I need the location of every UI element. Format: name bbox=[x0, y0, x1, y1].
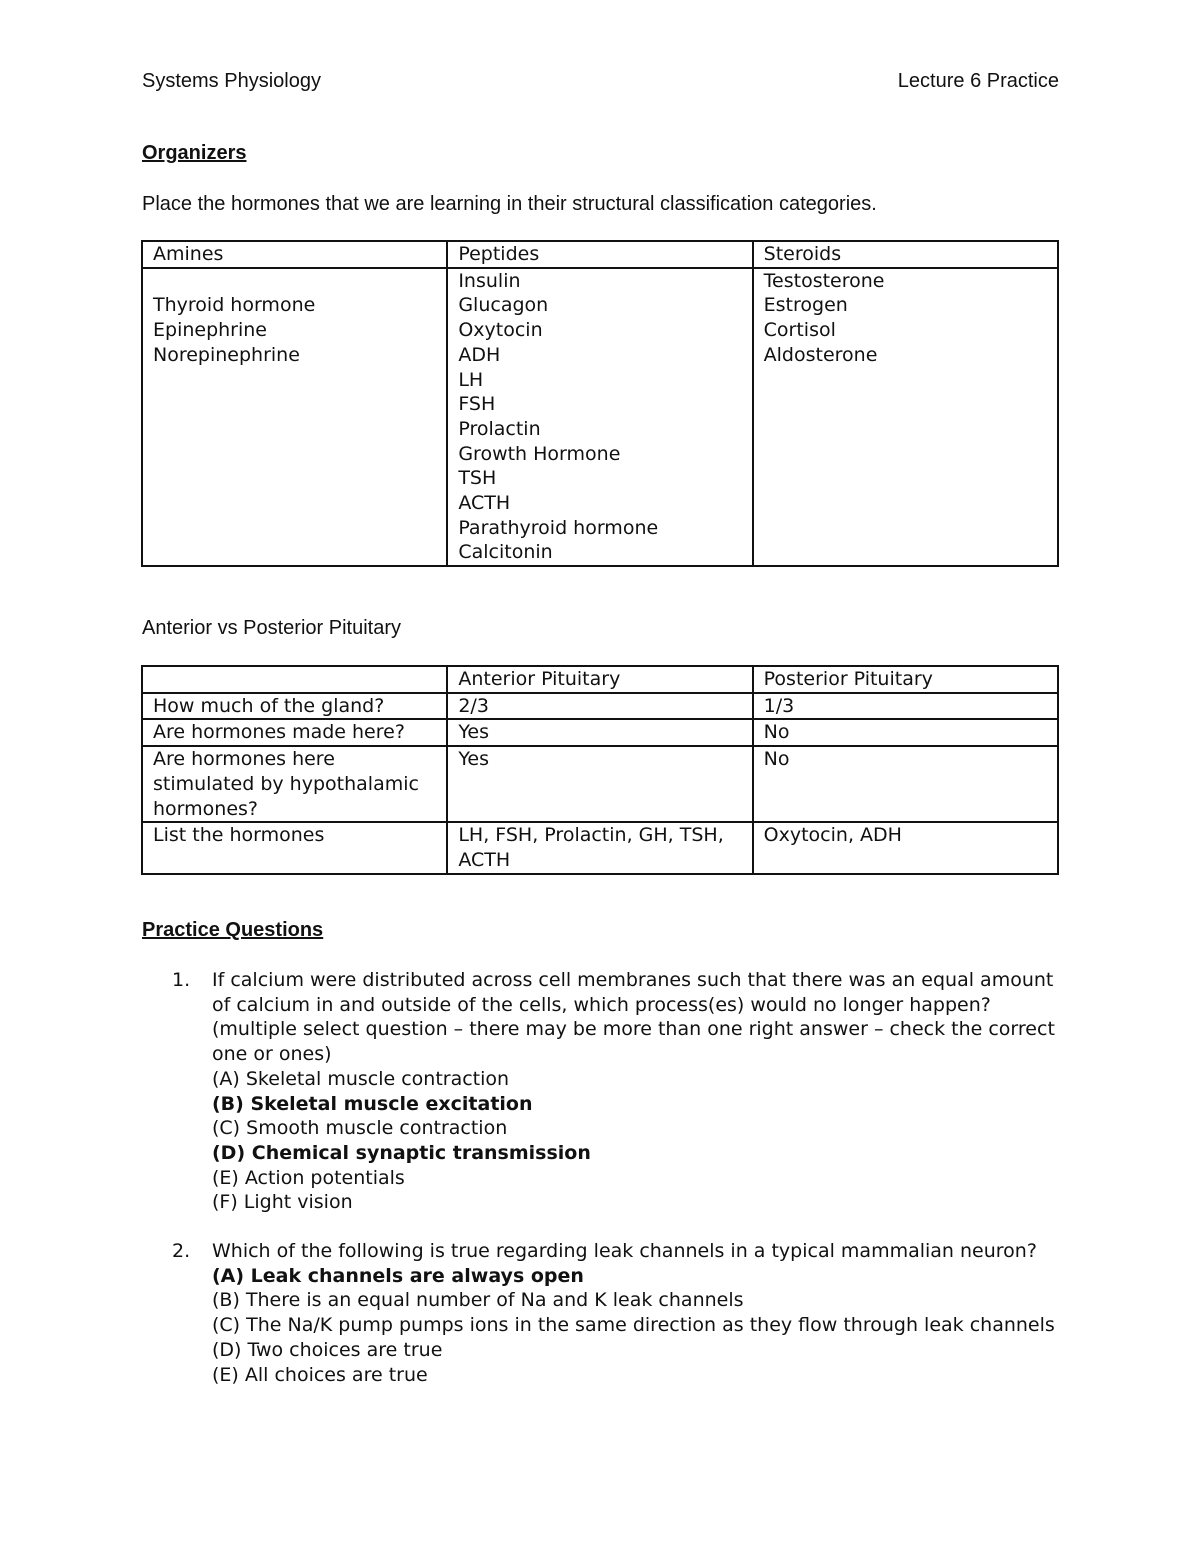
table-row bbox=[142, 693, 1058, 720]
list-item: Parathyroid hormone bbox=[458, 516, 659, 539]
question-2 bbox=[142, 1239, 1072, 1387]
column-header-blank bbox=[142, 666, 447, 693]
question-list bbox=[142, 968, 1072, 1387]
list-item: TSH bbox=[458, 467, 497, 490]
organizers-instruction: Place the hormones that we are learning in their structural classification categories. bbox=[142, 193, 877, 215]
list-item: Norepinephrine bbox=[153, 343, 300, 366]
anterior-value: LH, FSH, Prolactin, GH, TSH, ACTH bbox=[447, 822, 752, 873]
steroids-cell bbox=[753, 268, 1058, 566]
table-row bbox=[142, 746, 1058, 822]
table-header-row bbox=[142, 666, 1058, 693]
list-item: Cortisol bbox=[763, 319, 836, 342]
anterior-value: 2/3 bbox=[447, 693, 752, 720]
answer-option: (D) Two choices are true bbox=[212, 1338, 443, 1361]
anterior-value: Yes bbox=[447, 746, 752, 822]
list-item: Aldosterone bbox=[763, 343, 878, 366]
header-lecture: Lecture 6 Practice bbox=[897, 70, 1059, 92]
list-item: Insulin bbox=[458, 269, 521, 292]
column-header-amines: Amines bbox=[142, 241, 447, 268]
list-item: ADH bbox=[458, 343, 501, 366]
list-item: Testosterone bbox=[763, 269, 885, 292]
question-prompt: Which of the following is true regarding leak channels in a typical mammalian neuron? bbox=[212, 1240, 1037, 1263]
answer-option: (B) There is an equal number of Na and K leak channels bbox=[212, 1289, 744, 1312]
posterior-value: No bbox=[753, 746, 1058, 822]
column-header-anterior: Anterior Pituitary bbox=[447, 666, 752, 693]
anterior-value: Yes bbox=[447, 719, 752, 746]
list-item: Thyroid hormone bbox=[153, 294, 316, 317]
question-1 bbox=[142, 968, 1072, 1215]
table-row bbox=[142, 268, 1058, 566]
answer-option: (A) Skeletal muscle contraction bbox=[212, 1067, 510, 1090]
answer-option: (C) Smooth muscle contraction bbox=[212, 1117, 508, 1140]
posterior-value: 1/3 bbox=[753, 693, 1058, 720]
question-number: 1. bbox=[172, 969, 191, 991]
pituitary-comparison-table bbox=[141, 665, 1059, 875]
answer-option: (C) The Na/K pump pumps ions in the same direction as they flow through leak channels bbox=[212, 1314, 1055, 1337]
hormone-classification-table bbox=[141, 240, 1059, 567]
answer-option: (E) All choices are true bbox=[212, 1363, 428, 1386]
answer-option-correct: (A) Leak channels are always open bbox=[212, 1264, 584, 1287]
table-row bbox=[142, 719, 1058, 746]
row-label: How much of the gland? bbox=[142, 693, 447, 720]
list-item: Oxytocin bbox=[458, 319, 543, 342]
option-list bbox=[212, 1264, 1072, 1388]
list-item: FSH bbox=[458, 393, 496, 416]
organizers-heading: Organizers bbox=[142, 142, 247, 164]
column-header-posterior: Posterior Pituitary bbox=[753, 666, 1058, 693]
list-item: LH bbox=[458, 368, 484, 391]
answer-option: (E) Action potentials bbox=[212, 1166, 405, 1189]
answer-option: (F) Light vision bbox=[212, 1191, 353, 1214]
column-header-steroids: Steroids bbox=[753, 241, 1058, 268]
row-label: Are hormones here stimulated by hypothalamic hormones? bbox=[142, 746, 447, 822]
row-label: Are hormones made here? bbox=[142, 719, 447, 746]
peptides-cell bbox=[447, 268, 752, 566]
posterior-value: No bbox=[753, 719, 1058, 746]
list-item: Glucagon bbox=[458, 294, 549, 317]
list-item bbox=[153, 269, 436, 294]
practice-heading: Practice Questions bbox=[142, 919, 324, 941]
answer-option-correct: (D) Chemical synaptic transmission bbox=[212, 1141, 591, 1164]
table-row bbox=[142, 822, 1058, 873]
column-header-peptides: Peptides bbox=[447, 241, 752, 268]
pituitary-heading: Anterior vs Posterior Pituitary bbox=[142, 617, 401, 639]
posterior-value: Oxytocin, ADH bbox=[753, 822, 1058, 873]
question-number: 2. bbox=[172, 1240, 191, 1263]
row-label: List the hormones bbox=[142, 822, 447, 873]
question-prompt: If calcium were distributed across cell membranes such that there was an equal amount of calcium in and outside of the cells, which process(es) would no longer happen? (multiple select question – there may be more than one right answer – check the correct one or ones) bbox=[212, 969, 1055, 1066]
amines-cell bbox=[142, 268, 447, 566]
list-item: Epinephrine bbox=[153, 319, 267, 342]
list-item: Calcitonin bbox=[458, 541, 553, 564]
answer-option-correct: (B) Skeletal muscle excitation bbox=[212, 1092, 533, 1115]
list-item: Growth Hormone bbox=[458, 442, 621, 465]
list-item: ACTH bbox=[458, 492, 511, 515]
list-item: Prolactin bbox=[458, 417, 541, 440]
list-item: Estrogen bbox=[763, 294, 848, 317]
option-list bbox=[212, 1067, 1072, 1215]
header-course: Systems Physiology bbox=[142, 70, 321, 92]
table-header-row bbox=[142, 241, 1058, 268]
